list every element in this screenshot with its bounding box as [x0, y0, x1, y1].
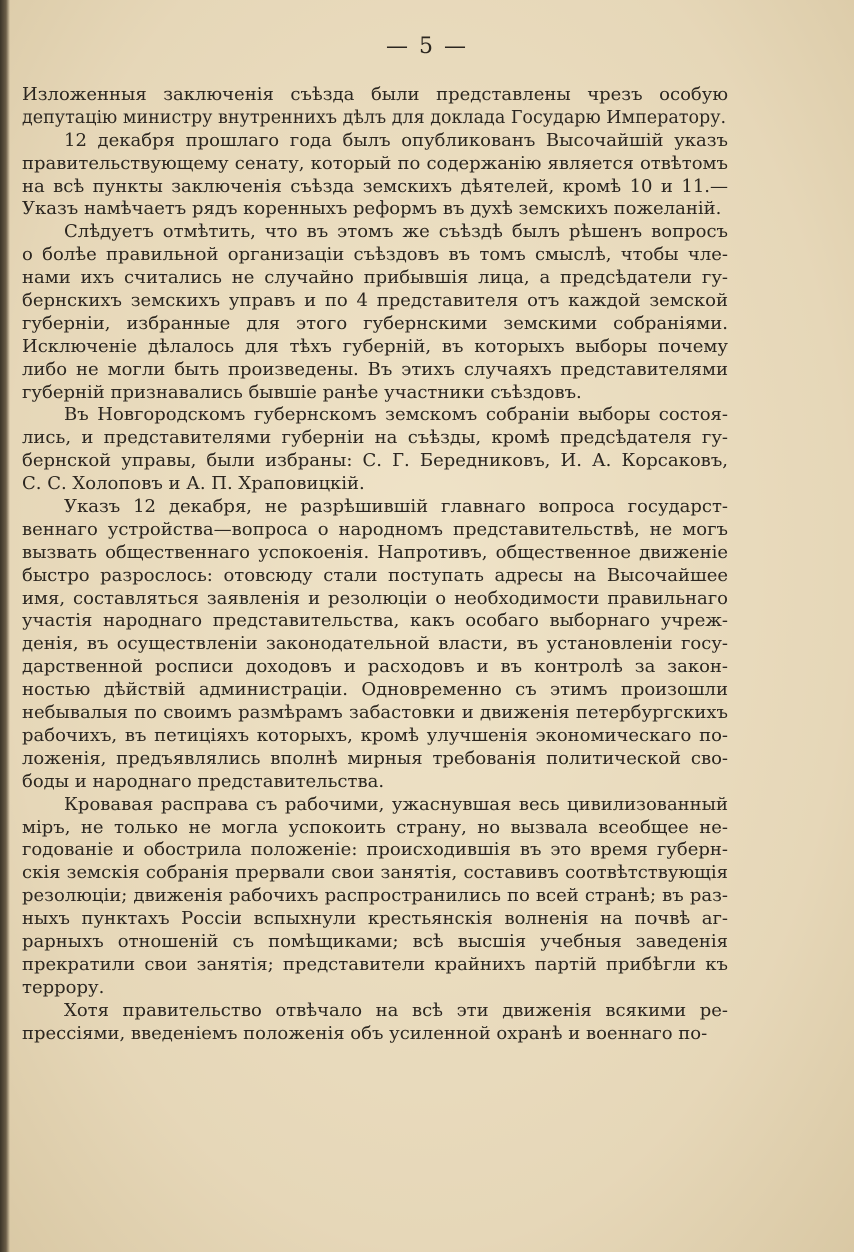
text-line: террору. [22, 976, 105, 998]
text-line: на всѣ пункты заключенія съѣзда земскихъ дѣятелей, кромѣ 10 и 11.— [22, 175, 728, 197]
text-line: ныхъ пунктахъ Россіи вспыхнули крестьянскія волненія на почвѣ аг- [22, 908, 728, 930]
text-line: скія земскія собранія прервали свои занятія, составивъ соотвѣтствующія [22, 862, 728, 884]
text-line: лись, и представителями губерніи на съѣзды, кромѣ предсѣдателя гу- [22, 427, 728, 449]
text-line: правительствующему сенату, который по содержанію является отвѣтомъ [22, 152, 728, 174]
page-number: — 5 — [386, 34, 468, 59]
text-line: Указъ намѣчаетъ рядъ коренныхъ реформъ въ духѣ земскихъ пожеланій. [22, 198, 722, 220]
text-line: С. С. Холоповъ и А. П. Храповицкій. [22, 473, 365, 495]
text-line: веннаго устройства—вопроса о народномъ представительствѣ, не могъ [22, 518, 728, 540]
text-line: Хотя правительство отвѣчало на всѣ эти движенія всякими ре- [64, 999, 728, 1021]
text-line: бернскихъ земскихъ управъ и по 4 представителя отъ каждой земской [22, 290, 728, 312]
text-line: Кровавая расправа съ рабочими, ужаснувшая весь цивилизованный [64, 793, 728, 815]
text-line: нами ихъ считались не случайно прибывшія лица, а предсѣдатели гу- [22, 267, 728, 289]
text-line: депутацію министру внутреннихъ дѣлъ для доклада Государю Императору. [22, 107, 727, 128]
text-line: бернской управы, были избраны: С. Г. Бередниковъ, И. А. Корсаковъ, [22, 450, 728, 472]
text-line: прекратили свои занятія; представители крайнихъ партій прибѣгли къ [22, 953, 728, 975]
body-text [22, 84, 728, 1045]
text-line: губерніи, избранные для этого губернскими земскими собраніями. [22, 312, 728, 334]
paragraph [22, 794, 728, 1000]
text-line: прессіями, введеніемъ положенія объ усиленной охранѣ и военнаго по- [22, 1022, 708, 1044]
paragraph [22, 221, 728, 404]
text-line: участія народнаго представительства, какъ особаго выборнаго учреж- [22, 610, 728, 632]
text-line: Въ Новгородскомъ губернскомъ земскомъ собраніи выборы состоя- [64, 404, 728, 426]
text-line: дарственной росписи доходовъ и расходовъ и въ контролѣ за закон- [22, 656, 728, 678]
paragraph [22, 84, 728, 130]
text-line: ложенія, предъявлялись вполнѣ мирныя требованія политической сво- [22, 747, 728, 769]
paragraph [22, 404, 728, 496]
text-line: рабочихъ, въ петиціяхъ которыхъ, кромѣ улучшенія экономическаго по- [22, 724, 728, 746]
text-line: боды и народнаго представительства. [22, 770, 385, 792]
text-line: рарныхъ отношеній съ помѣщиками; всѣ высшія учебныя заведенія [22, 930, 728, 952]
text-line: резолюціи; движенія рабочихъ распространились по всей странѣ; въ раз- [22, 885, 728, 907]
paragraph [22, 130, 728, 222]
text-line: губерній признавались бывшіе ранѣе участники съѣздовъ. [22, 381, 582, 403]
text-line: имя, составляться заявленія и резолюціи о необходимости правильнаго [22, 587, 728, 609]
text-line: быстро разрослось: отовсюду стали поступать адресы на Высочайшее [22, 564, 728, 586]
text-line: годованіе и обострила положеніе: происходившія въ это время губерн- [22, 839, 728, 861]
text-line: небывалыя по своимъ размѣрамъ забастовки и движенія петербургскихъ [22, 702, 728, 724]
text-line: Изложенныя заключенія съѣзда были представлены чрезъ особую [22, 84, 728, 105]
paragraph [22, 496, 728, 794]
text-line: міръ, не только не могла успокоить страну, но вызвала всеобщее не- [22, 816, 728, 838]
text-line: 12 декабря прошлаго года былъ опубликованъ Высочайшій указъ [64, 129, 728, 151]
text-line: Исключеніе дѣлалось для тѣхъ губерній, въ которыхъ выборы почему [22, 335, 728, 357]
text-line: ностью дѣйствій администраціи. Одновременно съ этимъ произошли [22, 679, 728, 701]
text-line: вызвать общественнаго успокоенія. Напротивъ, общественное движеніе [22, 541, 728, 563]
text-line: о болѣе правильной организаціи съѣздовъ въ томъ смыслѣ, чтобы чле- [22, 244, 728, 266]
paragraph [22, 1000, 728, 1046]
text-line: либо не могли быть произведены. Въ этихъ случаяхъ представителями [22, 358, 728, 380]
text-line: Слѣдуетъ отмѣтить, что въ этомъ же съѣздѣ былъ рѣшенъ вопросъ [64, 221, 728, 243]
text-line: денія, въ осуществленіи законодательной власти, въ установленіи госу- [22, 633, 728, 655]
book-spine-shadow [0, 0, 10, 1252]
text-line: Указъ 12 декабря, не разрѣшившій главнаго вопроса государст- [64, 496, 728, 518]
